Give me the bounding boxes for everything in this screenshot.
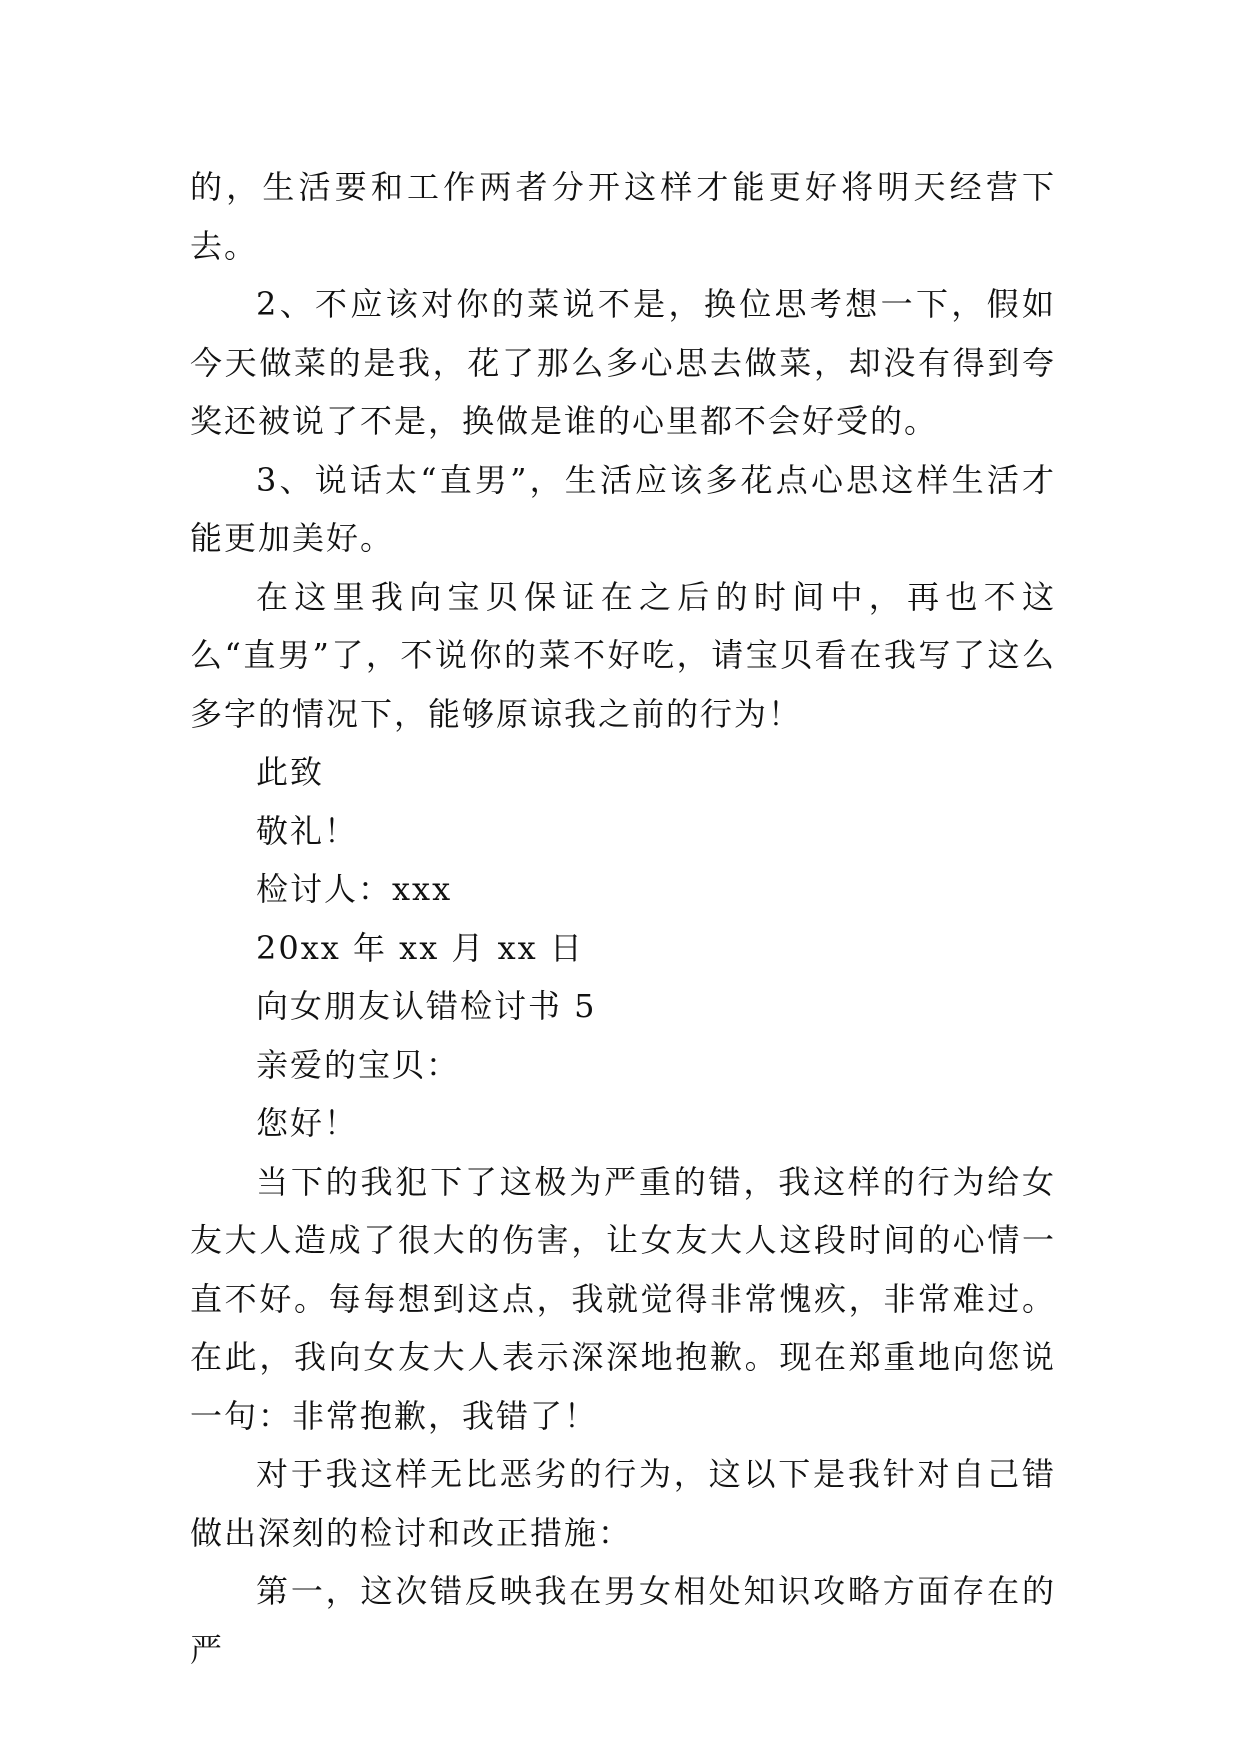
salutation-line: 亲爱的宝贝： [256, 1045, 461, 1084]
closing-line-1: 此致 [256, 753, 325, 791]
document-body [190, 158, 1056, 1679]
promise-paragraph: 在这里我向宝贝保证在之后的时间中，再也不这么“直男”了，不说你的菜不好吃，请宝贝看在我写了这么多字的情况下，能够原谅我之前的行为！ [190, 577, 1056, 733]
date-line: 20xx 年 xx 月 xx 日 [256, 928, 584, 967]
point-3-paragraph: 3、说话太“直男”，生活应该多花点心思这样生活才能更加美好。 [190, 460, 1056, 557]
continuation-paragraph: 的，生活要和工作两者分开这样才能更好将明天经营下去。 [190, 168, 1056, 265]
intro-paragraph: 对于我这样无比恶劣的行为，这以下是我针对自己错做出深刻的检讨和改正措施： [190, 1455, 1056, 1552]
apology-paragraph: 当下的我犯下了这极为严重的错，我这样的行为给女友大人造成了很大的伤害，让女友大人这段时间的心情一直不好。每每想到这点，我就觉得非常愧疚，非常难过。在此，我向女友大人表示深深地抱歉。现在郑重地向您说一句：非常抱歉，我错了！ [190, 1162, 1056, 1435]
point-2-paragraph: 2、不应该对你的菜说不是，换位思考想一下，假如今天做菜的是我，花了那么多心思去做菜，却没有得到夸奖还被说了不是，换做是谁的心里都不会好受的。 [190, 285, 1056, 440]
section-title: 向女朋友认错检讨书 5 [256, 987, 597, 1025]
closing-line-2: 敬礼！ [256, 811, 359, 850]
signer-line: 检讨人：xxx [256, 870, 453, 908]
greeting-line: 您好！ [256, 1104, 359, 1142]
first-point-paragraph: 第一，这次错反映我在男女相处知识攻略方面存在的严 [190, 1572, 1056, 1669]
